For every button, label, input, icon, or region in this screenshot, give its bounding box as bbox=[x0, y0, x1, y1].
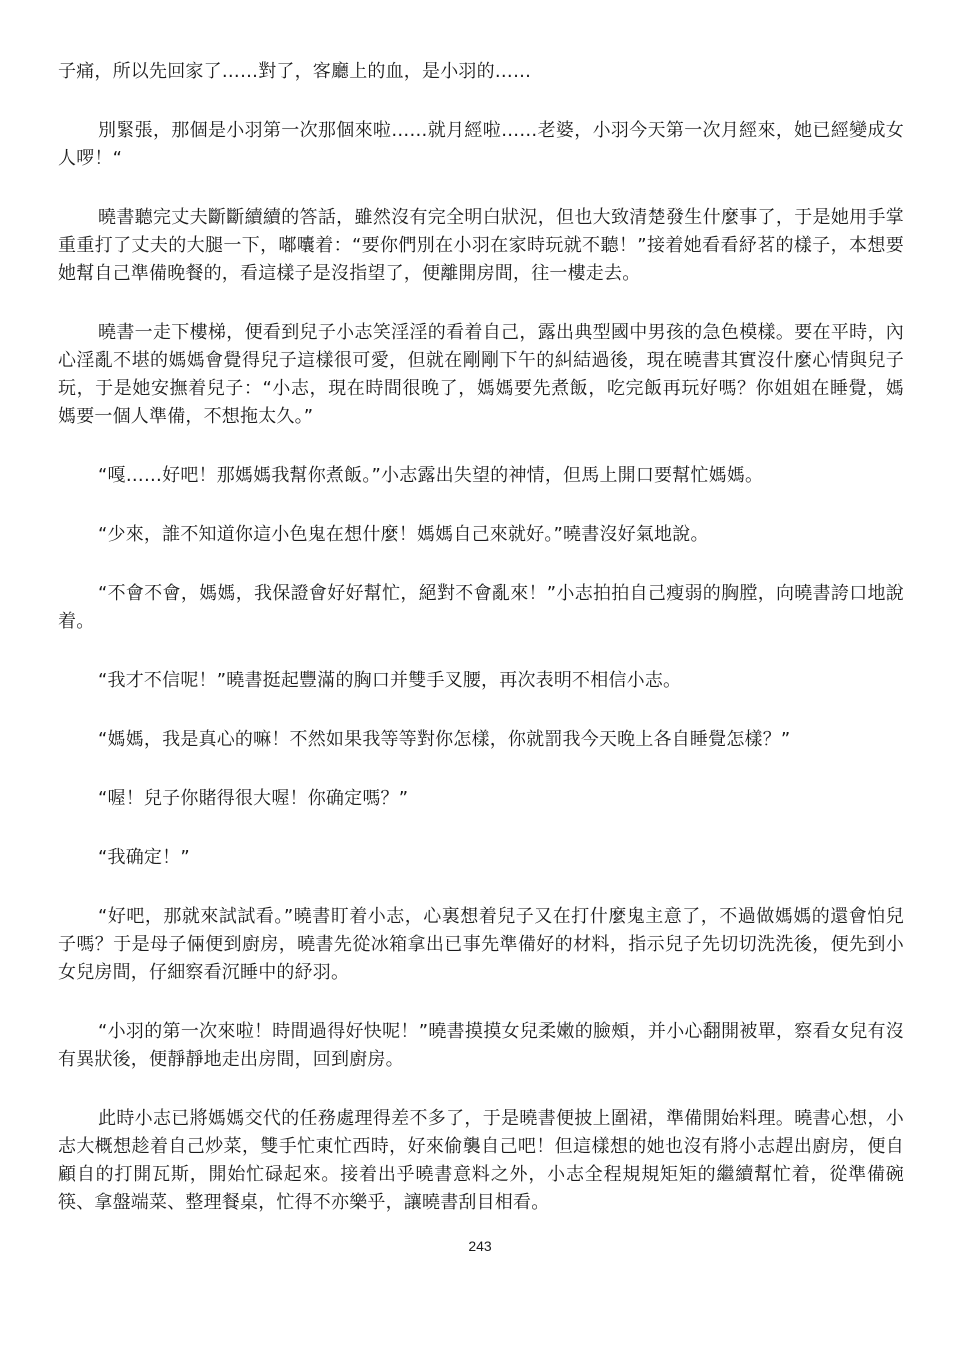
page-number: 243 bbox=[468, 1238, 492, 1254]
paragraph-14: 此時小志已將媽媽交代的任務處理得差不多了，于是曉書便披上圍裙，準備開始料理。曉書心想，小志大概想趁着自己炒菜，雙手忙東忙西時，好來偷襲自己吧！但這樣想的她也沒有將小志趕出廚房，便自顧自的打開瓦斯，開始忙碌起來。接着出乎曉書意料之外，小志全程規規矩矩的繼續幫忙着，從準備碗筷、拿盤端菜、整理餐桌，忙得不亦樂乎，讓曉書刮目相看。 bbox=[58, 1108, 904, 1213]
paragraph-9: “媽媽，我是真心的嘛！不然如果我等等對你怎樣，你就罰我今天晚上各自睡覺怎樣？” bbox=[98, 729, 791, 750]
document-body bbox=[58, 58, 904, 1248]
paragraph-6: “少來，誰不知道你這小色鬼在想什麼！媽媽自己來就好。”曉書沒好氣地說。 bbox=[98, 524, 709, 545]
paragraph-13: “小羽的第一次來啦！時間過得好快呢！”曉書摸摸女兒柔嫩的臉頰，并小心翻開被單，察看女兒有沒有異狀後，便靜靜地走出房間，回到廚房。 bbox=[58, 1021, 904, 1070]
paragraph-11: “我确定！” bbox=[98, 847, 190, 868]
paragraph-12: “好吧，那就來試試看。”曉書盯着小志，心裏想着兒子又在打什麼鬼主意了，不過做媽媽的還會怕兒子嗎？于是母子倆便到廚房，曉書先從冰箱拿出已事先準備好的材料，指示兒子先切切洗洗後，便先到小女兒房間，仔細察看沉睡中的紓羽。 bbox=[58, 906, 904, 983]
paragraph-10: “喔！兒子你賭得很大喔！你确定嗎？” bbox=[98, 788, 409, 809]
paragraph-2: 別緊張，那個是小羽第一次那個來啦……就月經啦……老婆，小羽今天第一次月經來，她已經變成女人啰！“ bbox=[58, 120, 904, 169]
paragraph-5: “嘎……好吧！那媽媽我幫你煮飯。”小志露出失望的神情，但馬上開口要幫忙媽媽。 bbox=[98, 465, 764, 486]
paragraph-3: 曉書聽完丈夫斷斷續續的答話，雖然沒有完全明白狀況，但也大致清楚發生什麼事了，于是她用手掌重重打了丈夫的大腿一下，嘟囔着：“要你們別在小羽在家時玩就不聽！”接着她看看紓茗的樣子，本想要她幫自己準備晚餐的，看這樣子是沒指望了，便離開房間，往一樓走去。 bbox=[58, 207, 904, 284]
paragraph-1: 子痛，所以先回家了……對了，客廳上的血，是小羽的…… bbox=[58, 61, 532, 82]
paragraph-4: 曉書一走下樓梯，便看到兒子小志笑淫淫的看着自己，露出典型國中男孩的急色模樣。要在平時，內心淫亂不堪的媽媽會覺得兒子這樣很可愛，但就在剛剛下午的糾結過後，現在曉書其實沒什麼心情與兒子玩，于是她安撫着兒子：“小志，現在時間很晚了，媽媽要先煮飯，吃完飯再玩好嗎？你姐姐在睡覺，媽媽要一個人準備，不想拖太久。” bbox=[58, 322, 904, 427]
paragraph-8: “我才不信呢！”曉書挺起豐滿的胸口并雙手叉腰，再次表明不相信小志。 bbox=[98, 670, 682, 691]
paragraph-7: “不會不會，媽媽，我保證會好好幫忙，絕對不會亂來！”小志拍拍自己瘦弱的胸膛，向曉書誇口地說着。 bbox=[58, 583, 904, 632]
